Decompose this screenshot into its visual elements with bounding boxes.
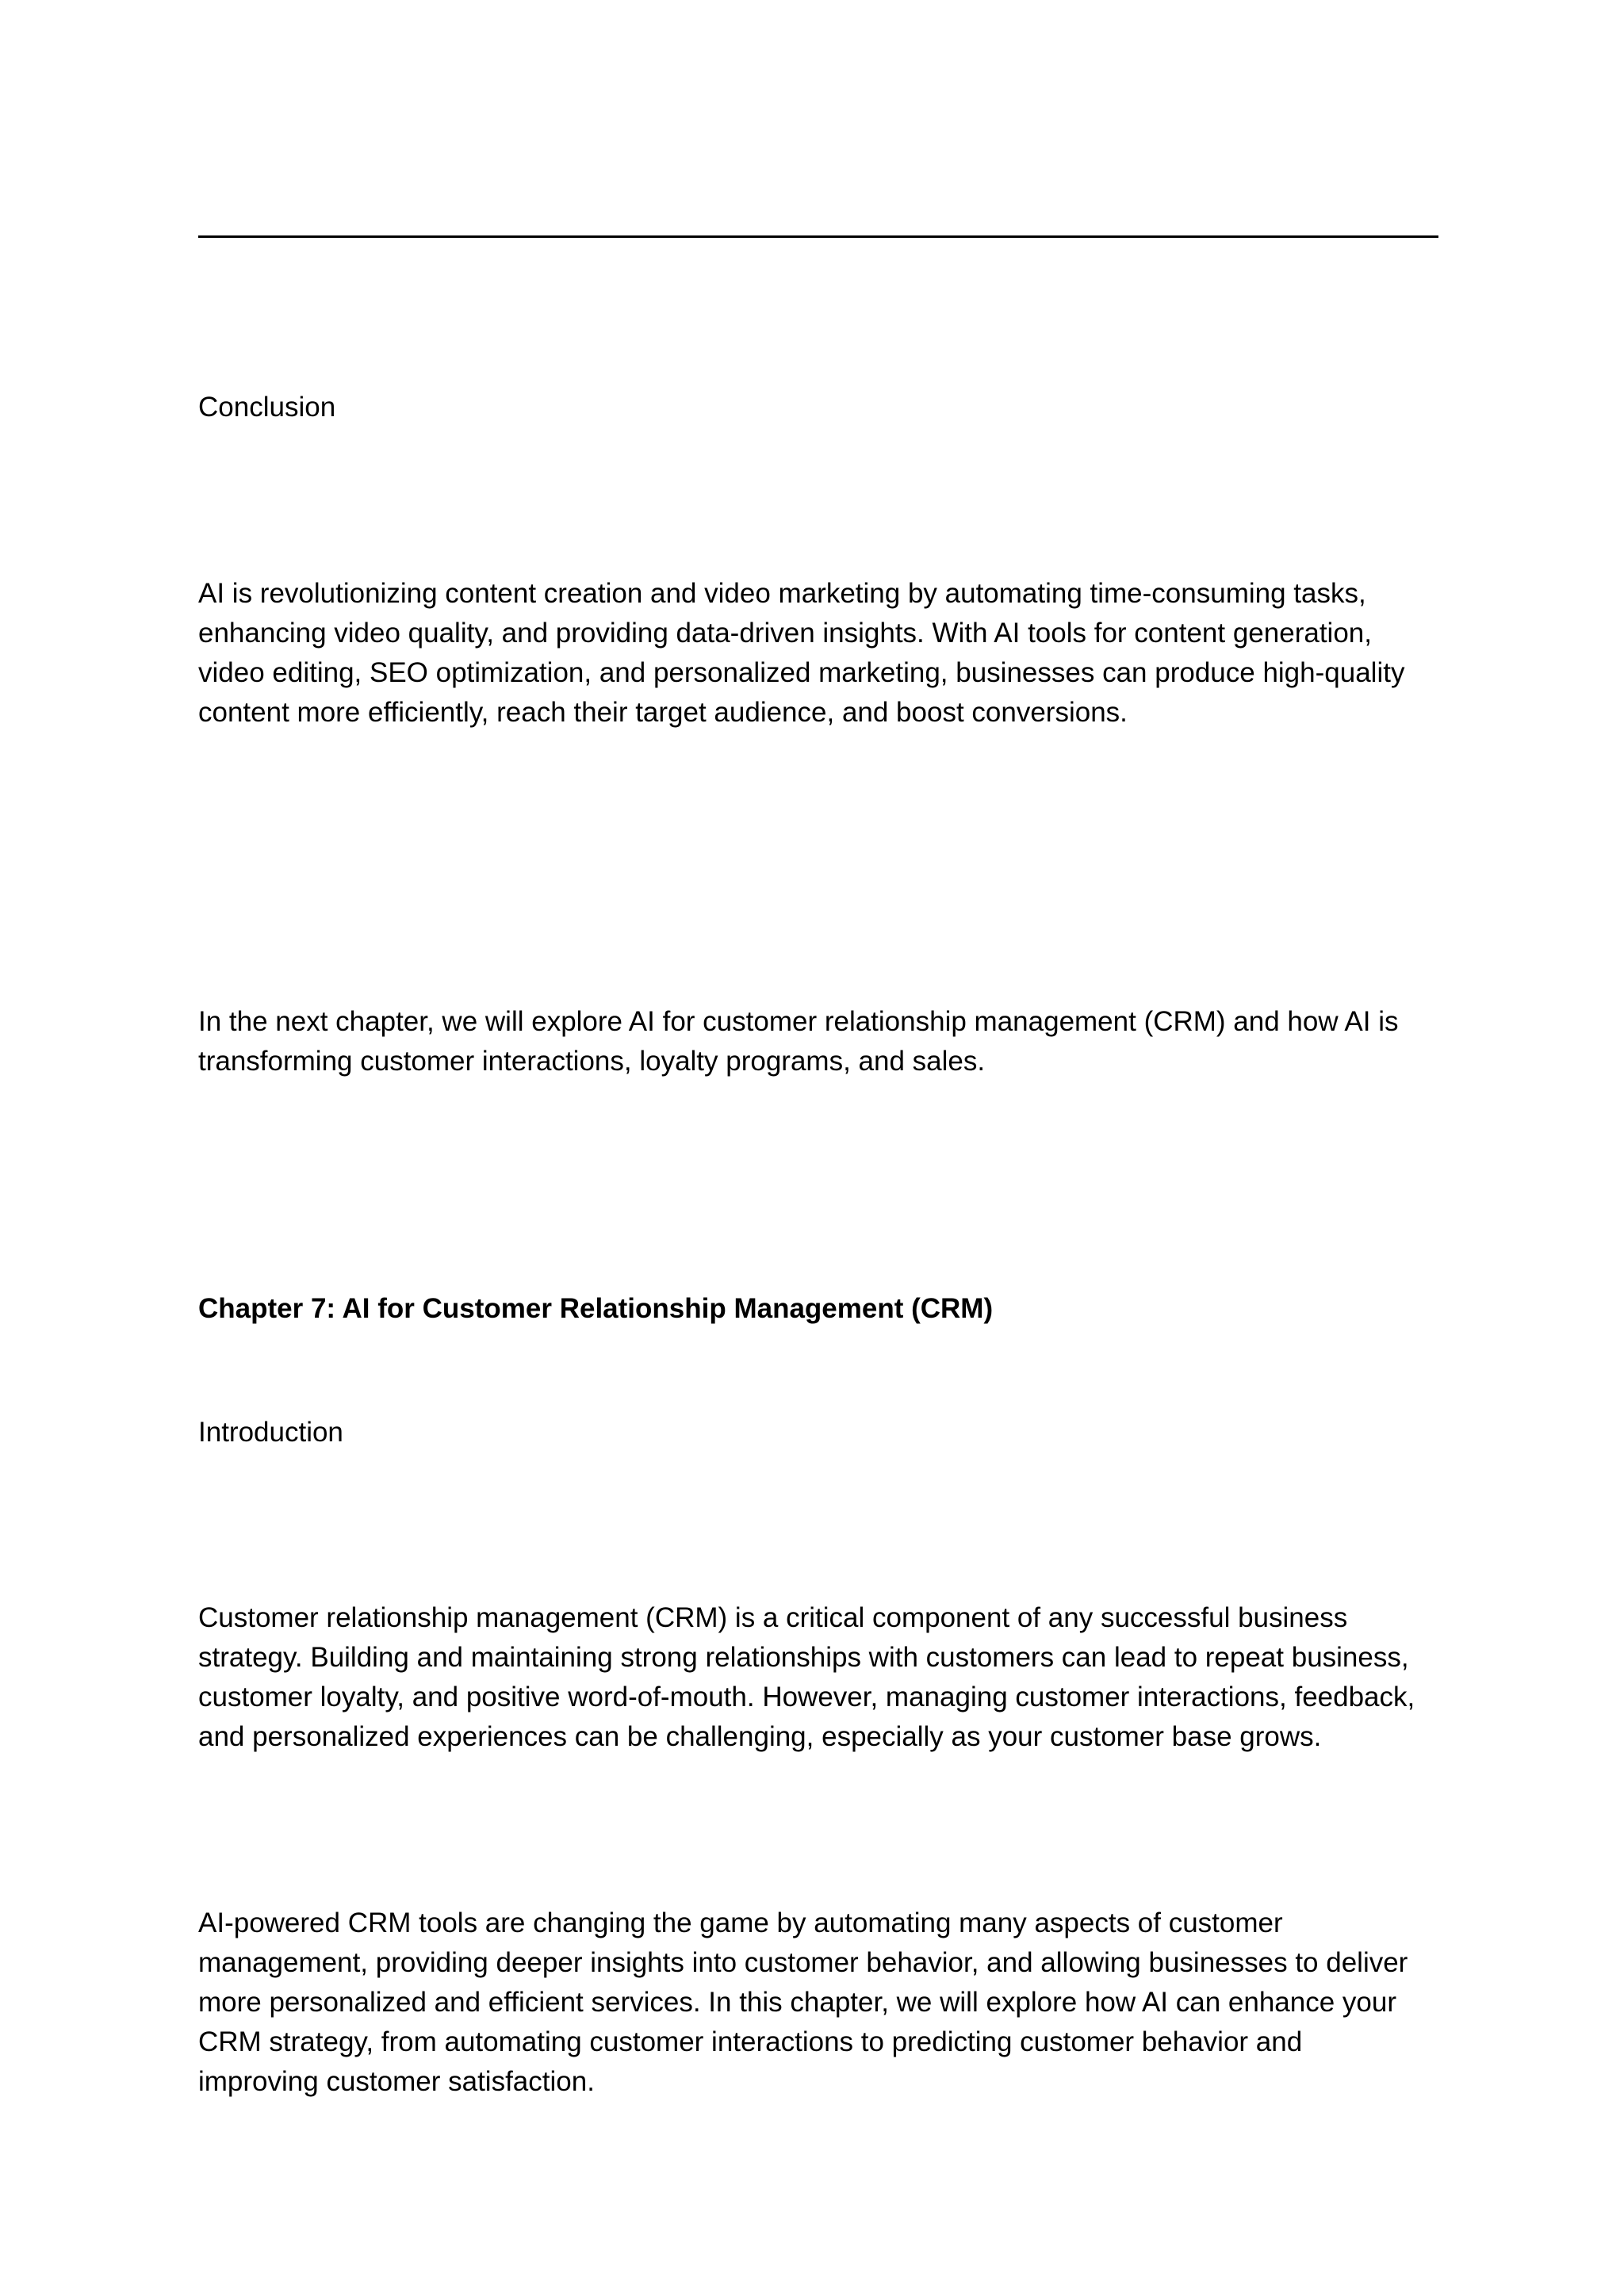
paragraph-line: transforming customer interactions, loyalty programs, and sales. xyxy=(198,1046,986,1077)
ai-crm-paragraph xyxy=(198,1904,1451,2102)
paragraph-line: AI is revolutionizing content creation and video marketing by automating time-consuming tasks, xyxy=(198,578,1366,609)
crm-paragraph xyxy=(198,1598,1451,1757)
paragraph-line: and personalized experiences can be challenging, especially as your customer base grows. xyxy=(198,1721,1322,1752)
paragraph-line: AI-powered CRM tools are changing the game by automating many aspects of customer xyxy=(198,1908,1283,1938)
paragraph-line: management, providing deeper insights into customer behavior, and allowing businesses to deliver xyxy=(198,1947,1408,1978)
paragraph-line: In the next chapter, we will explore AI for customer relationship management (CRM) and how AI is xyxy=(198,1006,1399,1037)
conclusion-paragraph xyxy=(198,574,1451,733)
paragraph-line: video editing, SEO optimization, and personalized marketing, businesses can produce high-quality xyxy=(198,657,1405,688)
paragraph-line: enhancing video quality, and providing data-driven insights. With AI tools for content generation, xyxy=(198,618,1372,649)
paragraph-line: content more efficiently, reach their target audience, and boost conversions. xyxy=(198,697,1128,728)
heading-text: Introduction xyxy=(198,1417,343,1448)
heading-text: Conclusion xyxy=(198,392,336,423)
paragraph-line: improving customer satisfaction. xyxy=(198,2066,595,2097)
introduction-heading xyxy=(198,1413,1451,1452)
next-chapter-paragraph xyxy=(198,1002,1451,1081)
paragraph-line: CRM strategy, from automating customer interactions to predicting customer behavior and xyxy=(198,2026,1303,2057)
chapter-title xyxy=(198,1289,1451,1329)
paragraph-line: Customer relationship management (CRM) is a critical component of any successful business xyxy=(198,1602,1348,1633)
chapter-title-text: Chapter 7: AI for Customer Relationship Management (CRM) xyxy=(198,1293,994,1324)
header-divider xyxy=(198,235,1438,238)
paragraph-line: more personalized and efficient services. In this chapter, we will explore how AI can enhance your xyxy=(198,1987,1397,2018)
paragraph-line: strategy. Building and maintaining strong relationships with customers can lead to repeat business, xyxy=(198,1642,1409,1673)
conclusion-heading xyxy=(198,388,1451,427)
paragraph-line: customer loyalty, and positive word-of-mouth. However, managing customer interactions, feedback, xyxy=(198,1682,1415,1712)
